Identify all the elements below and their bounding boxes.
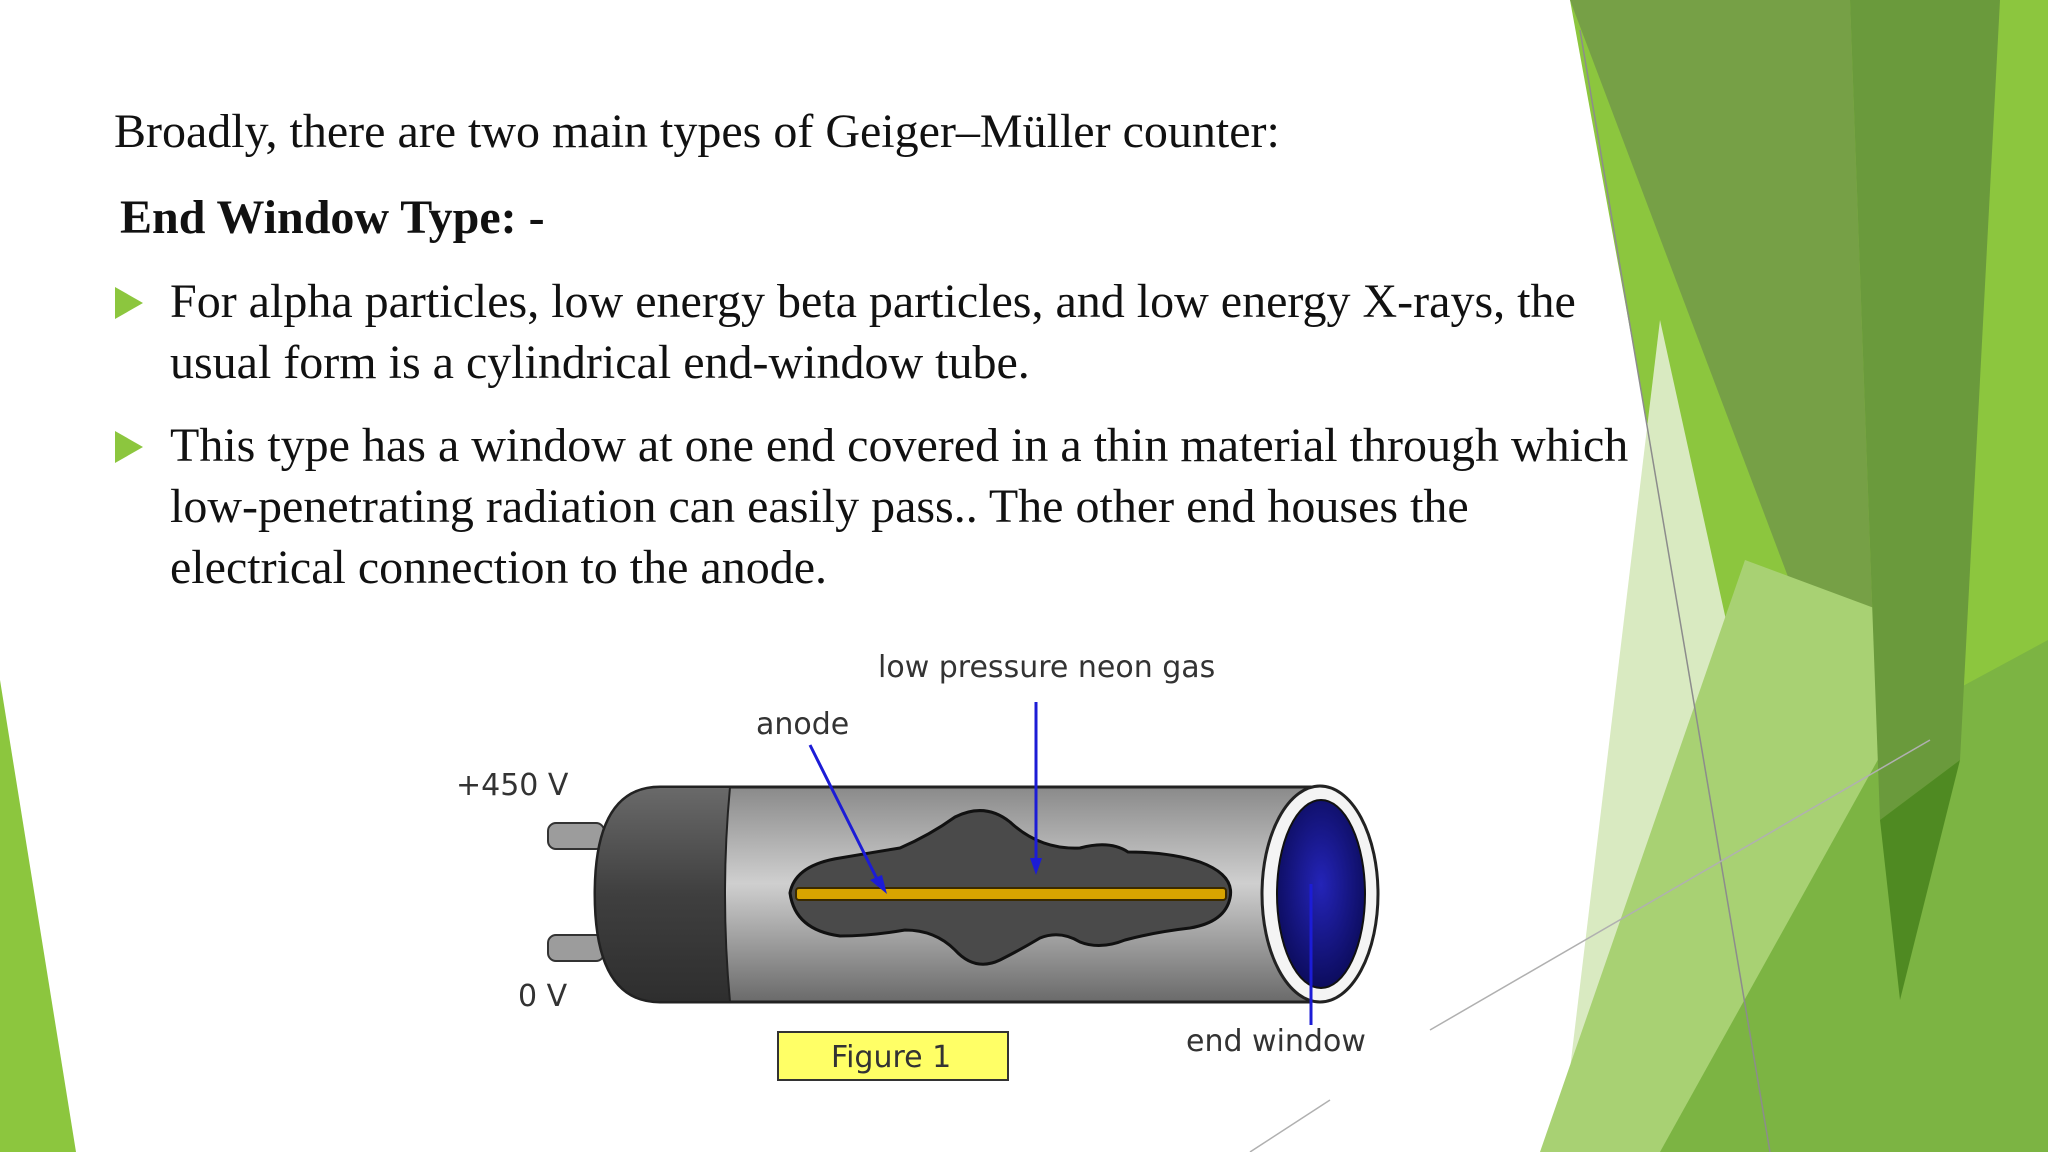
label-anode: anode: [756, 707, 850, 742]
label-gas: low pressure neon gas: [878, 650, 1216, 685]
geiger-tube-diagram: [400, 630, 1400, 1100]
figure-caption: Figure 1: [831, 1040, 952, 1075]
tube-end-cap: [595, 787, 730, 1002]
bullet-text: For alpha particles, low energy beta particles, and low energy X-rays, the usual form is a cylindrical end-window tube.: [170, 275, 1576, 389]
terminal-pin-high: [548, 823, 604, 849]
bullet-text: This type has a window at one end covered in a thin material through which low-penetrating radiation can easily pass.. The other end houses the electrical connection to the anode.: [170, 419, 1629, 594]
bullet-arrow-icon: [115, 431, 143, 463]
label-end-window: end window: [1186, 1024, 1366, 1059]
section-title: End Window Type: -: [120, 191, 545, 244]
terminal-pin-low: [548, 935, 604, 961]
intro-text: Broadly, there are two main types of Geiger–Müller counter:: [114, 105, 1280, 158]
bullet-item: [170, 415, 1640, 598]
label-voltage-low: 0 V: [518, 979, 568, 1014]
bullet-item: [170, 271, 1640, 393]
label-voltage-high: +450 V: [456, 768, 569, 803]
end-window: [1277, 800, 1365, 988]
anode-wire: [796, 888, 1226, 900]
bullet-arrow-icon: [115, 287, 143, 319]
